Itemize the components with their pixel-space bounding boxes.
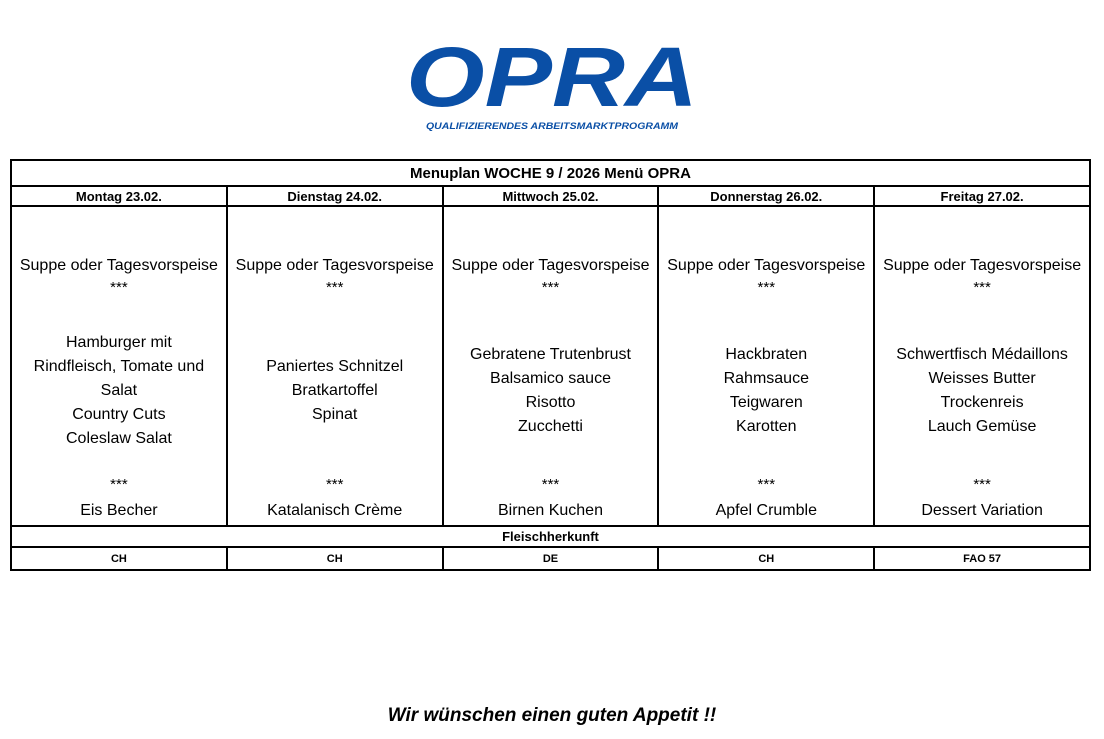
starter-text: Suppe oder Tagesvorspeise	[451, 257, 650, 274]
day-header: Donnerstag 26.02.	[658, 186, 874, 206]
day-header-row	[11, 186, 1090, 206]
main-course-line: Spinat	[312, 406, 358, 423]
opra-logo-tagline: QUALIFIZIERENDES ARBEITSMARKTPROGRAMM	[426, 121, 680, 132]
starter-text: Suppe oder Tagesvorspeise	[19, 257, 218, 274]
main-course-line: Bratkartoffel	[291, 382, 378, 399]
day-header: Mittwoch 25.02.	[443, 186, 659, 206]
main-course-line: Trockenreis	[940, 394, 1024, 411]
separator-stars: ***	[541, 476, 560, 493]
meat-origin-value: DE	[443, 547, 659, 570]
day-menu-cell	[658, 206, 874, 526]
separator-stars: ***	[325, 279, 344, 296]
starter-text: Suppe oder Tagesvorspeise	[667, 257, 866, 274]
separator-stars: ***	[757, 476, 776, 493]
dessert-text: Apfel Crumble	[715, 502, 817, 519]
closing-message: Wir wünschen einen guten Appetit !!	[387, 705, 717, 726]
separator-stars: ***	[541, 279, 560, 296]
main-course	[12, 329, 226, 453]
main-course-line: Zucchetti	[518, 418, 583, 435]
main-course-line: Paniertes Schnitzel	[266, 358, 404, 375]
day-header: Freitag 27.02.	[874, 186, 1090, 206]
meat-origin-label: Fleischherkunft	[11, 526, 1090, 547]
opra-logo-wordmark: OPRA	[406, 36, 698, 124]
main-course	[659, 329, 873, 453]
separator-stars: ***	[757, 279, 776, 296]
separator-stars: ***	[325, 476, 344, 493]
day-menu-cell	[227, 206, 443, 526]
main-course-line: Rahmsauce	[723, 370, 809, 387]
main-course	[444, 329, 658, 453]
main-course-line: Rindfleisch, Tomate und	[33, 358, 205, 375]
separator-stars: ***	[110, 476, 128, 493]
main-course	[228, 329, 442, 453]
meat-origin-value: CH	[227, 547, 443, 570]
main-course-line: Gebratene Trutenbrust	[470, 346, 631, 363]
dessert-text: Eis Becher	[80, 502, 158, 519]
main-course	[875, 329, 1089, 453]
separator-stars: ***	[110, 279, 128, 296]
day-header: Dienstag 24.02.	[227, 186, 443, 206]
menu-title: Menuplan WOCHE 9 / 2026 Menü OPRA	[11, 160, 1090, 186]
main-course-line: Salat	[100, 382, 138, 399]
dessert-text: Birnen Kuchen	[498, 502, 603, 519]
meat-origin-value: FAO 57	[874, 547, 1090, 570]
meat-origin-value: CH	[11, 547, 227, 570]
opra-logo	[400, 36, 704, 132]
main-course-line: Teigwaren	[729, 394, 803, 411]
menu-row	[11, 206, 1090, 526]
main-course-line: Risotto	[525, 394, 576, 411]
main-course-line: Country Cuts	[72, 406, 166, 423]
day-header: Montag 23.02.	[11, 186, 227, 206]
starter-text: Suppe oder Tagesvorspeise	[883, 257, 1082, 274]
main-course-line: Karotten	[736, 418, 797, 435]
meat-origin-row	[11, 547, 1090, 570]
main-course-line: Weisses Butter	[928, 370, 1036, 387]
day-menu-cell	[11, 206, 227, 526]
day-menu-cell	[874, 206, 1090, 526]
main-course-line: Lauch Gemüse	[927, 418, 1037, 435]
main-course-line: Hamburger mit	[65, 334, 172, 351]
separator-stars: ***	[973, 279, 991, 296]
separator-stars: ***	[973, 476, 991, 493]
dessert-text: Katalanisch Crème	[267, 502, 403, 519]
main-course-line: Coleslaw Salat	[65, 430, 172, 447]
main-course-line: Balsamico sauce	[490, 370, 611, 387]
menu-table	[10, 159, 1091, 571]
starter-text: Suppe oder Tagesvorspeise	[235, 257, 434, 274]
meat-origin-value: CH	[658, 547, 874, 570]
day-menu-cell	[443, 206, 659, 526]
main-course-line: Hackbraten	[725, 346, 808, 363]
dessert-text: Dessert Variation	[921, 502, 1043, 519]
main-course-line: Schwertfisch Médaillons	[896, 346, 1068, 363]
